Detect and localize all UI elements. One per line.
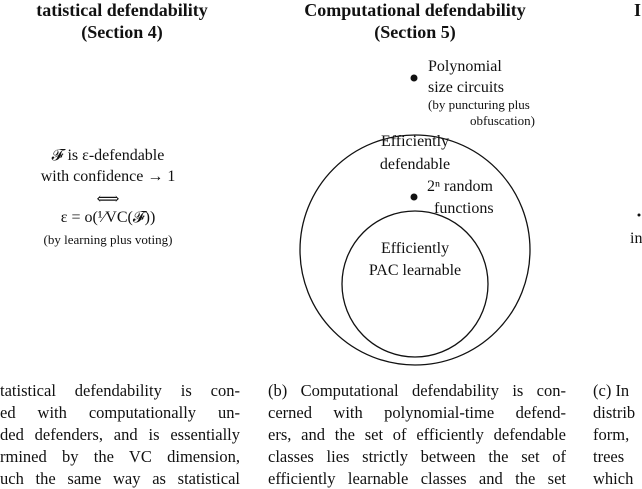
equation-line-2: with confidence → 1 <box>40 168 176 185</box>
panel-c-fragment: in <box>630 230 642 247</box>
inner-label-2: PAC learnable <box>368 262 462 279</box>
caption-b-line: (b) Computational defendability is con- <box>268 381 566 400</box>
random-label-1: 2ⁿ random <box>427 178 493 195</box>
caption-c-line: (c) In <box>593 381 630 400</box>
iff-symbol: ⟺ <box>96 191 120 208</box>
equation-note: (by learning plus voting) <box>43 232 173 247</box>
caption-c-line: distrib <box>593 403 636 422</box>
outer-label-1: Efficiently <box>380 133 450 150</box>
equation-line-3: ε = o(¹⁄VC(𝓕)) <box>60 209 156 226</box>
caption-a-line: uch the same way as statistical <box>0 469 240 488</box>
panel-a-title: tatistical defendability <box>36 0 208 20</box>
random-functions-dot <box>411 194 418 201</box>
panel-b-section: (Section 5) <box>374 22 456 42</box>
caption-b-line: ers, and the set of efficiently defendable <box>268 425 566 444</box>
panel-a-section: (Section 4) <box>81 22 163 42</box>
poly-label-2: size circuits <box>428 79 504 96</box>
caption-b-line: cerned with polynomial-time defend- <box>268 403 566 422</box>
inner-label-1: Efficiently <box>380 240 450 257</box>
outer-label-2: defendable <box>379 156 451 173</box>
caption-a-line: ded defenders, and is essentially <box>0 425 240 444</box>
caption-b-line: classes lies strictly between the set of <box>268 447 566 466</box>
caption-c-line: form, <box>593 425 630 444</box>
caption-a-line: rmined by the VC dimension, <box>0 447 240 466</box>
caption-c-line: trees <box>593 447 625 466</box>
caption-a-line: tatistical defendability is con- <box>0 381 240 400</box>
right-panel-dot <box>638 214 641 217</box>
polynomial-circuits-dot <box>411 75 418 82</box>
caption-c-line: which <box>593 469 634 488</box>
pac-learnable-circle <box>342 211 488 357</box>
poly-note-1: (by puncturing plus <box>428 97 530 112</box>
panel-c-title: I <box>634 0 642 20</box>
poly-note-2: obfuscation) <box>470 113 535 128</box>
random-label-2: functions <box>434 200 494 217</box>
caption-a-line: ed with computationally un- <box>0 403 240 422</box>
equation-line-1: 𝓕 is ε-defendable <box>51 147 165 164</box>
panel-b-title: Computational defendability <box>304 0 526 20</box>
poly-label-1: Polynomial <box>428 58 502 75</box>
caption-b-line: efficiently learnable classes and the set <box>268 469 566 488</box>
